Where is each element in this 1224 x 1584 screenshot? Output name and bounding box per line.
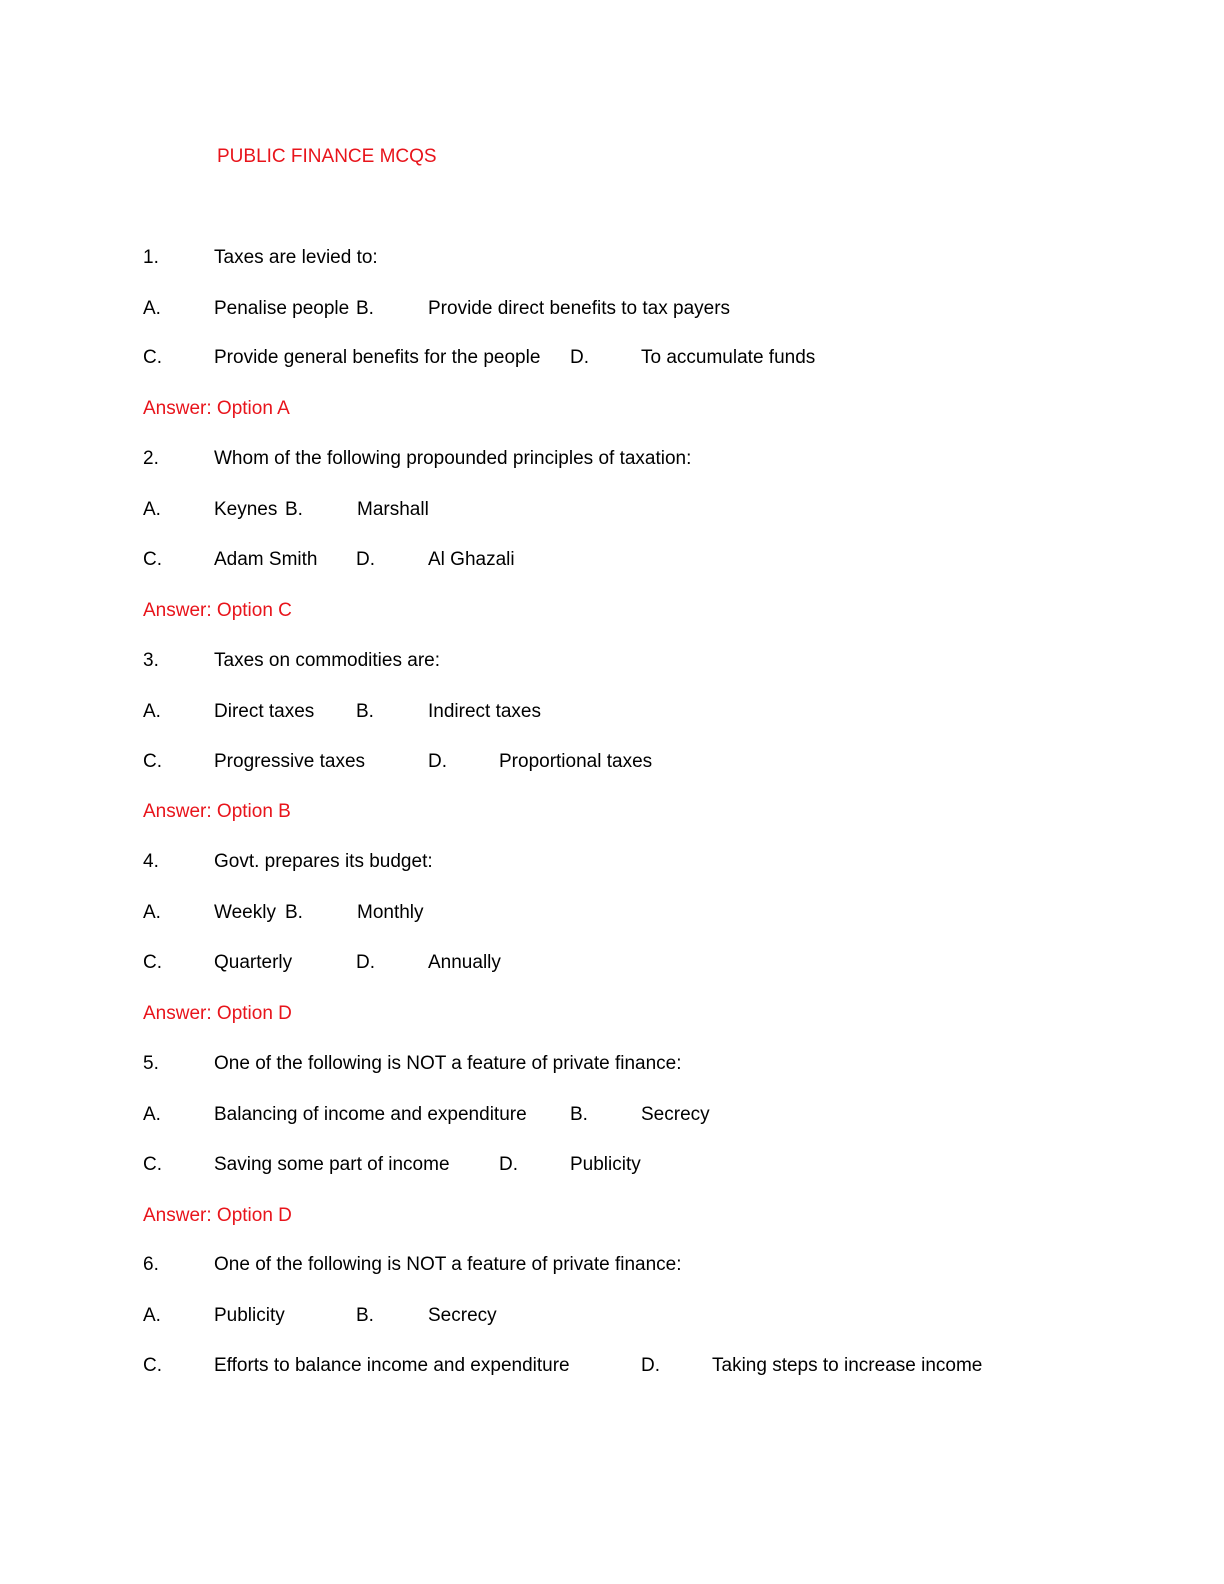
option-text: Quarterly xyxy=(214,952,293,973)
answer-line: Answer: Option C xyxy=(143,600,292,621)
option-text: Marshall xyxy=(357,499,429,520)
option-label: B. xyxy=(356,298,374,319)
question-number: 3. xyxy=(143,650,159,671)
option-label: C. xyxy=(143,1154,162,1175)
option-label: D. xyxy=(570,347,589,368)
option-text: Direct taxes xyxy=(214,701,315,722)
option-label: A. xyxy=(143,1305,161,1326)
option-text: Keynes xyxy=(214,499,278,520)
option-label: B. xyxy=(356,1305,374,1326)
option-label: A. xyxy=(143,1104,161,1125)
option-label: D. xyxy=(499,1154,518,1175)
option-text: Taking steps to increase income xyxy=(712,1355,983,1376)
option-label: C. xyxy=(143,952,162,973)
option-label: A. xyxy=(143,298,161,319)
option-text: Publicity xyxy=(570,1154,641,1175)
option-text: Publicity xyxy=(214,1305,285,1326)
option-text: Secrecy xyxy=(428,1305,497,1326)
answer-line: Answer: Option A xyxy=(143,398,290,419)
answer-line: Answer: Option D xyxy=(143,1003,292,1024)
option-label: D. xyxy=(356,952,375,973)
option-text: Balancing of income and expenditure xyxy=(214,1104,527,1125)
option-label: B. xyxy=(356,701,374,722)
option-text: Progressive taxes xyxy=(214,751,366,772)
question-number: 2. xyxy=(143,448,159,469)
option-label: A. xyxy=(143,701,161,722)
option-label: D. xyxy=(641,1355,660,1376)
option-text: Secrecy xyxy=(641,1104,710,1125)
option-text: Proportional taxes xyxy=(499,751,653,772)
option-label: B. xyxy=(285,499,303,520)
option-text: Al Ghazali xyxy=(428,549,515,570)
option-text: Indirect taxes xyxy=(428,701,541,722)
option-text: Adam Smith xyxy=(214,549,318,570)
option-label: B. xyxy=(285,902,303,923)
option-text: Efforts to balance income and expenditure xyxy=(214,1355,570,1376)
option-label: D. xyxy=(356,549,375,570)
question-text: One of the following is NOT a feature of private finance: xyxy=(214,1053,682,1074)
question-number: 4. xyxy=(143,851,159,872)
option-text: Provide direct benefits to tax payers xyxy=(428,298,731,319)
answer-line: Answer: Option B xyxy=(143,801,291,822)
option-text: Monthly xyxy=(357,902,424,923)
question-text: Taxes on commodities are: xyxy=(214,650,440,671)
option-text: To accumulate funds xyxy=(641,347,816,368)
option-label: B. xyxy=(570,1104,588,1125)
question-text: Whom of the following propounded principles of taxation: xyxy=(214,448,692,469)
question-text: Govt. prepares its budget: xyxy=(214,851,433,872)
question-text: Taxes are levied to: xyxy=(214,247,378,268)
question-number: 5. xyxy=(143,1053,159,1074)
option-label: A. xyxy=(143,902,161,923)
answer-line: Answer: Option D xyxy=(143,1205,292,1226)
option-text: Saving some part of income xyxy=(214,1154,450,1175)
option-label: A. xyxy=(143,499,161,520)
option-text: Penalise people xyxy=(214,298,350,319)
option-label: C. xyxy=(143,751,162,772)
question-text: One of the following is NOT a feature of private finance: xyxy=(214,1254,682,1275)
option-label: C. xyxy=(143,1355,162,1376)
option-text: Weekly xyxy=(214,902,276,923)
option-label: C. xyxy=(143,549,162,570)
option-label: D. xyxy=(428,751,447,772)
option-text: Annually xyxy=(428,952,501,973)
option-label: C. xyxy=(143,347,162,368)
question-number: 1. xyxy=(143,247,159,268)
option-text: Provide general benefits for the people xyxy=(214,347,541,368)
page-title: PUBLIC FINANCE MCQS xyxy=(217,146,437,167)
question-number: 6. xyxy=(143,1254,159,1275)
